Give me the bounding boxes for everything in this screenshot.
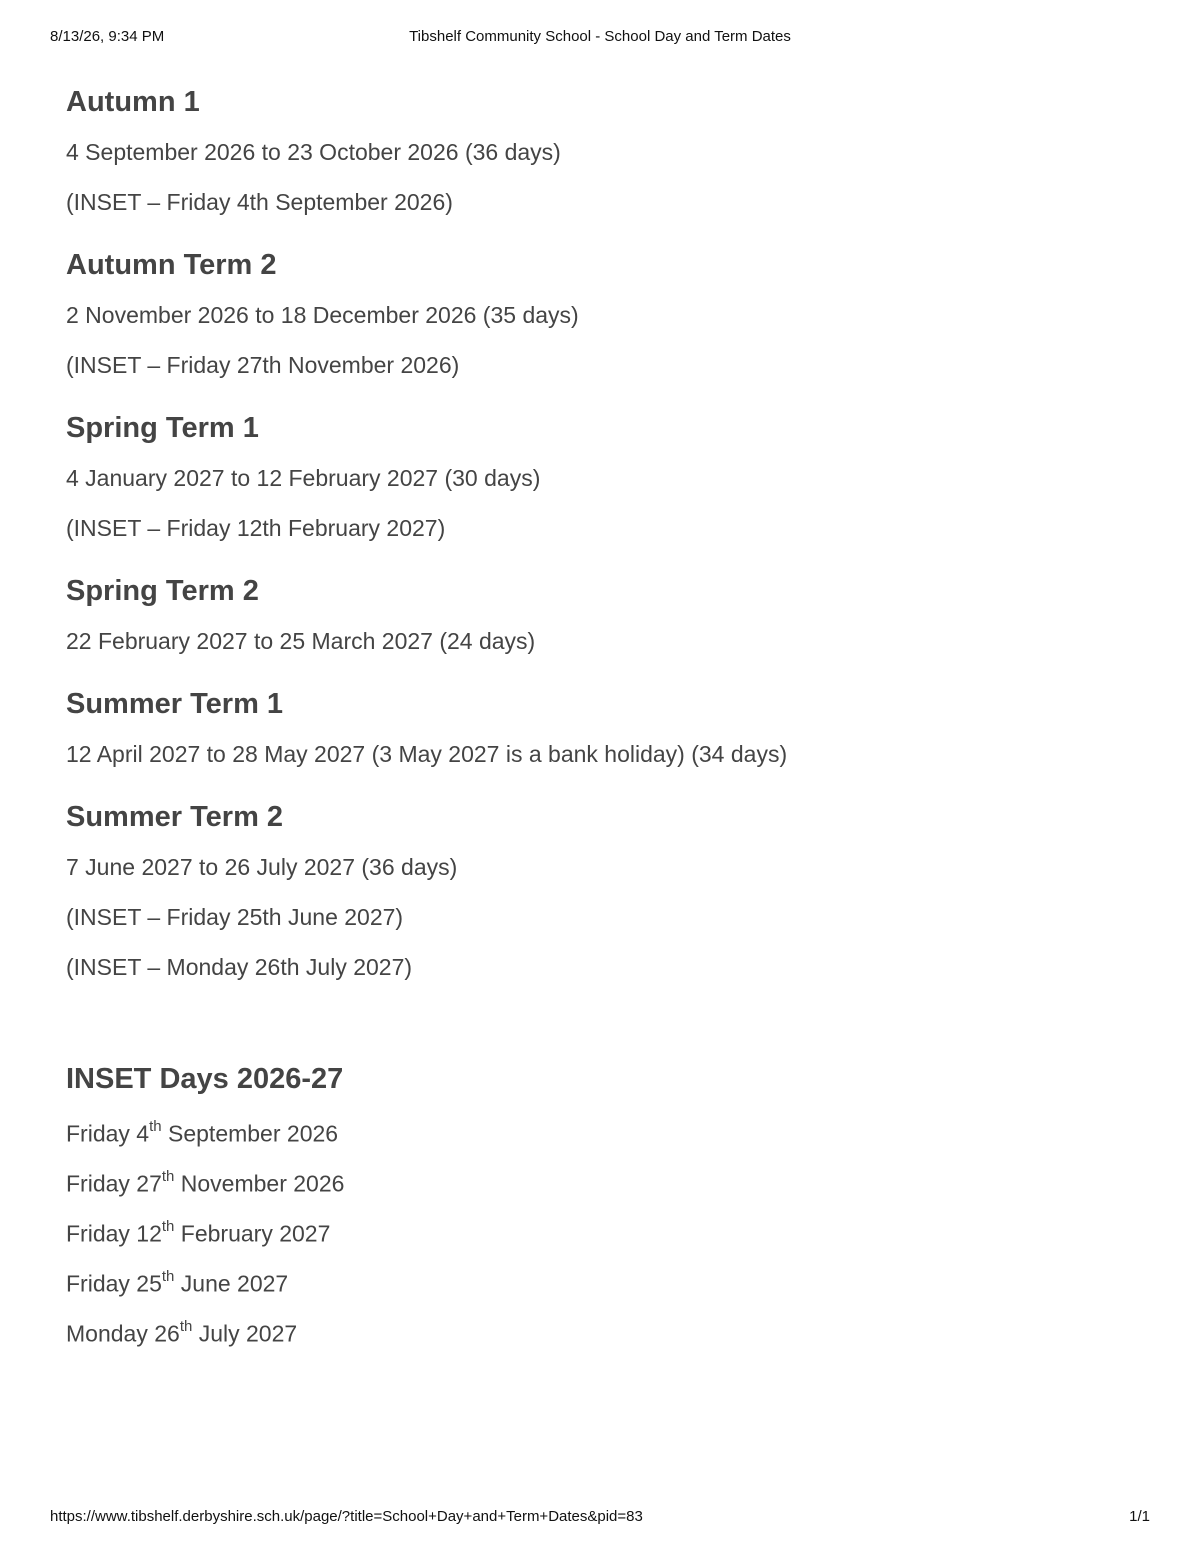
term-dates: 7 June 2027 to 26 July 2027 (36 days) (66, 854, 458, 880)
inset-day-text: Friday 4 (66, 1120, 150, 1147)
term-inset-note: (INSET – Monday 26th July 2027) (66, 954, 413, 980)
ordinal-suffix: th (149, 1118, 162, 1135)
term-spring-2 (66, 573, 535, 655)
term-summer-2 (66, 799, 457, 981)
inset-days-list (66, 1115, 345, 1347)
ordinal-suffix: th (161, 1218, 175, 1235)
term-inset-note: (INSET – Friday 27th November 2026) (66, 352, 460, 378)
term-dates: 4 January 2027 to 12 February 2027 (30 days) (66, 465, 541, 491)
inset-day-text: Friday 25 (66, 1270, 162, 1297)
inset-days-section (66, 1060, 345, 1347)
term-summer-1 (66, 686, 787, 768)
term-autumn-2 (66, 247, 579, 379)
term-inset-note: (INSET – Friday 4th September 2026) (66, 189, 453, 215)
term-heading: Summer Term 1 (66, 688, 284, 720)
term-heading: Spring Term 1 (66, 412, 259, 444)
inset-day-month: September 2026 (161, 1120, 339, 1147)
term-dates: 4 September 2026 to 23 October 2026 (36 days) (66, 139, 561, 165)
term-heading: Autumn Term 2 (66, 249, 277, 281)
inset-day-item (66, 1165, 345, 1197)
ordinal-suffix: th (179, 1318, 193, 1335)
inset-day-item (66, 1115, 344, 1147)
term-autumn-1 (66, 84, 561, 216)
term-heading: Summer Term 2 (66, 801, 284, 833)
page-number: 1/1 (1129, 1508, 1150, 1525)
print-header (50, 28, 1150, 48)
term-dates: 22 February 2027 to 25 March 2027 (24 days) (66, 628, 536, 654)
ordinal-suffix: th (161, 1168, 175, 1185)
term-inset-note: (INSET – Friday 25th June 2027) (66, 904, 404, 930)
ordinal-suffix: th (161, 1268, 175, 1285)
inset-day-month: July 2027 (192, 1320, 298, 1347)
term-dates: 2 November 2026 to 18 December 2026 (35 days) (66, 302, 579, 328)
term-heading: Spring Term 2 (66, 575, 259, 607)
term-dates: 12 April 2027 to 28 May 2027 (3 May 2027 is a bank holiday) (34 days) (66, 741, 788, 767)
inset-day-month: November 2026 (174, 1170, 345, 1197)
inset-day-text: Monday 26 (66, 1320, 180, 1347)
page-url: https://www.tibshelf.derbyshire.sch.uk/page/?title=School+Day+and+Term+Dates&pid=83 (50, 1508, 643, 1525)
inset-day-text: Friday 27 (66, 1170, 162, 1197)
term-heading: Autumn 1 (66, 86, 200, 118)
inset-day-item (66, 1265, 344, 1297)
inset-days-heading: INSET Days 2026-27 (66, 1063, 344, 1095)
print-page-title: Tibshelf Community School - School Day and Term Dates (409, 28, 791, 45)
print-datetime: 8/13/26, 9:34 PM (50, 28, 165, 45)
inset-day-text: Friday 12 (66, 1220, 162, 1247)
term-inset-note: (INSET – Friday 12th February 2027) (66, 515, 446, 541)
inset-day-item (66, 1215, 344, 1247)
term-spring-1 (66, 410, 540, 542)
inset-day-month: June 2027 (174, 1270, 289, 1297)
inset-day-month: February 2027 (174, 1220, 331, 1247)
inset-day-item (66, 1315, 344, 1347)
